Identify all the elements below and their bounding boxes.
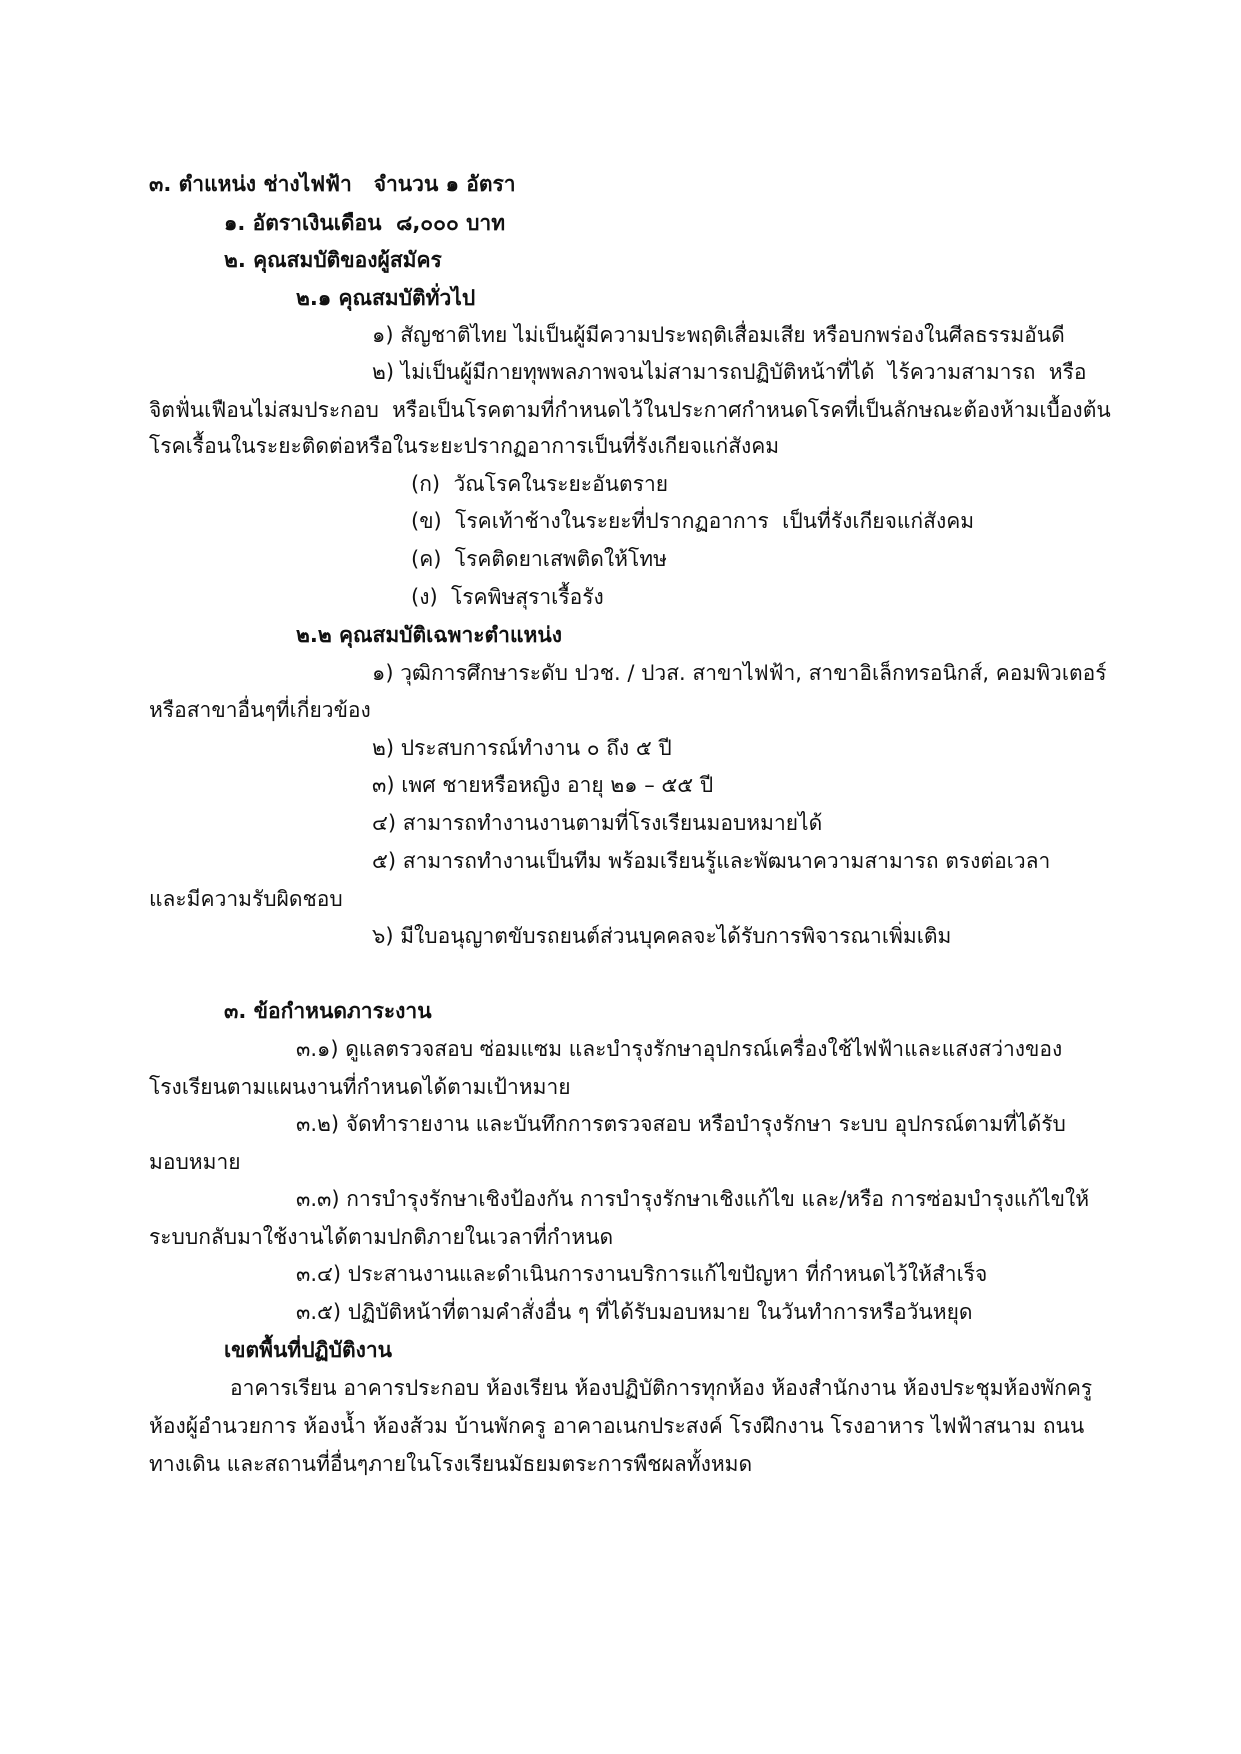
general-qualification-line: จิตฟั่นเฟือนไม่สมประกอบ หรือเป็นโรคตามที่กำหนดไว้ในประกาศกำหนดโรคที่เป็นลักษณะต้องห้ามเบื้องต้น [149,398,1111,422]
duty-line: ๓.๓) การบำรุงรักษาเชิงป้องกัน การบำรุงรักษาเชิงแก้ไข และ/หรือ การซ่อมบำรุงแก้ไขให้ [296,1187,1090,1211]
general-qualification-line: ๒) ไม่เป็นผู้มีกายทุพพลภาพจนไม่สามารถปฏิบัติหน้าที่ได้ ไร้ความสามารถ หรือ [372,360,1087,384]
salary-line: ๑. อัตราเงินเดือน ๘,๐๐๐ บาท [224,211,506,235]
disease-item: (ค) โรคติดยาเสพติดให้โทษ [411,547,667,571]
specific-qualification-line: ๕) สามารถทำงานเป็นทีม พร้อมเรียนรู้และพัฒนาความสามารถ ตรงต่อเวลา [372,849,1051,873]
general-qualifications-title: ๒.๑ คุณสมบัติทั่วไป [296,286,476,310]
duty-line: ๓.๑) ดูแลตรวจสอบ ซ่อมแซม และบำรุงรักษาอุปกรณ์เครื่องใช้ไฟฟ้าและแสงสว่างของ [296,1037,1063,1061]
duty-line: ๓.๕) ปฏิบัติหน้าที่ตามคำสั่งอื่น ๆ ที่ได้รับมอบหมาย ในวันทำการหรือวันหยุด [296,1300,973,1324]
general-qualification-line: โรคเรื้อนในระยะติดต่อหรือในระยะปรากฏอาการเป็นที่รังเกียจแก่สังคม [149,434,780,458]
position-title: ๓. ตำแหน่ง ช่างไฟฟ้า จำนวน ๑ อัตรา [149,172,516,196]
specific-qualification-line: ๖) มีใบอนุญาตขับรถยนต์ส่วนบุคคลจะได้รับการพิจารณาเพิ่มเติม [372,924,952,948]
specific-qualification-line: ๑) วุฒิการศึกษาระดับ ปวช. / ปวส. สาขาไฟฟ้า, สาขาอิเล็กทรอนิกส์, คอมพิวเตอร์ [372,661,1107,685]
specific-qualification-line: และมีความรับผิดชอบ [149,887,343,911]
duties-title: ๓. ข้อกำหนดภาระงาน [224,999,432,1023]
disease-item: (ก) วัณโรคในระยะอันตราย [411,472,669,496]
duty-line: มอบหมาย [149,1150,241,1174]
disease-item: (ง) โรคพิษสุราเรื้อรัง [411,585,604,609]
specific-qualification-line: ๓) เพศ ชายหรือหญิง อายุ ๒๑ – ๕๕ ปี [372,773,714,797]
duty-line: ๓.๔) ประสานงานและดำเนินการงานบริการแก้ไขปัญหา ที่กำหนดไว้ให้สำเร็จ [296,1262,988,1286]
qualifications-title: ๒. คุณสมบัติของผู้สมัคร [224,248,442,272]
work-area-title: เขตพื้นที่ปฏิบัติงาน [224,1338,393,1362]
specific-qualifications-title: ๒.๒ คุณสมบัติเฉพาะตำแหน่ง [296,623,562,647]
work-area-line: ห้องผู้อำนวยการ ห้องน้ำ ห้องส้วม บ้านพักครู อาคาอเนกประสงค์ โรงฝึกงาน โรงอาหาร ไฟฟ้าสนาม ถนน [149,1414,1085,1438]
duty-line: โรงเรียนตามแผนงานที่กำหนดได้ตามเป้าหมาย [149,1075,571,1099]
general-qualification-line: ๑) สัญชาติไทย ไม่เป็นผู้มีความประพฤติเสื่อมเสีย หรือบกพร่องในศีลธรรมอันดี [372,323,1065,347]
duty-line: ๓.๒) จัดทำรายงาน และบันทึกการตรวจสอบ หรือบำรุงรักษา ระบบ อุปกรณ์ตามที่ได้รับ [296,1112,1066,1136]
disease-item: (ข) โรคเท้าช้างในระยะที่ปรากฏอาการ เป็นที่รังเกียจแก่สังคม [411,509,975,533]
work-area-line: อาคารเรียน อาคารประกอบ ห้องเรียน ห้องปฏิบัติการทุกห้อง ห้องสำนักงาน ห้องประชุมห้องพักครู [230,1376,1093,1400]
specific-qualification-line: ๔) สามารถทำงานงานตามที่โรงเรียนมอบหมายได้ [372,811,823,835]
specific-qualification-line: ๒) ประสบการณ์ทำงาน ๐ ถึง ๕ ปี [372,736,672,760]
specific-qualification-line: หรือสาขาอื่นๆที่เกี่ยวข้อง [149,698,371,722]
duty-line: ระบบกลับมาใช้งานได้ตามปกติภายในเวลาที่กำหนด [149,1225,614,1249]
work-area-line: ทางเดิน และสถานที่อื่นๆภายในโรงเรียนมัธยมตระการพืชผลทั้งหมด [149,1452,753,1476]
